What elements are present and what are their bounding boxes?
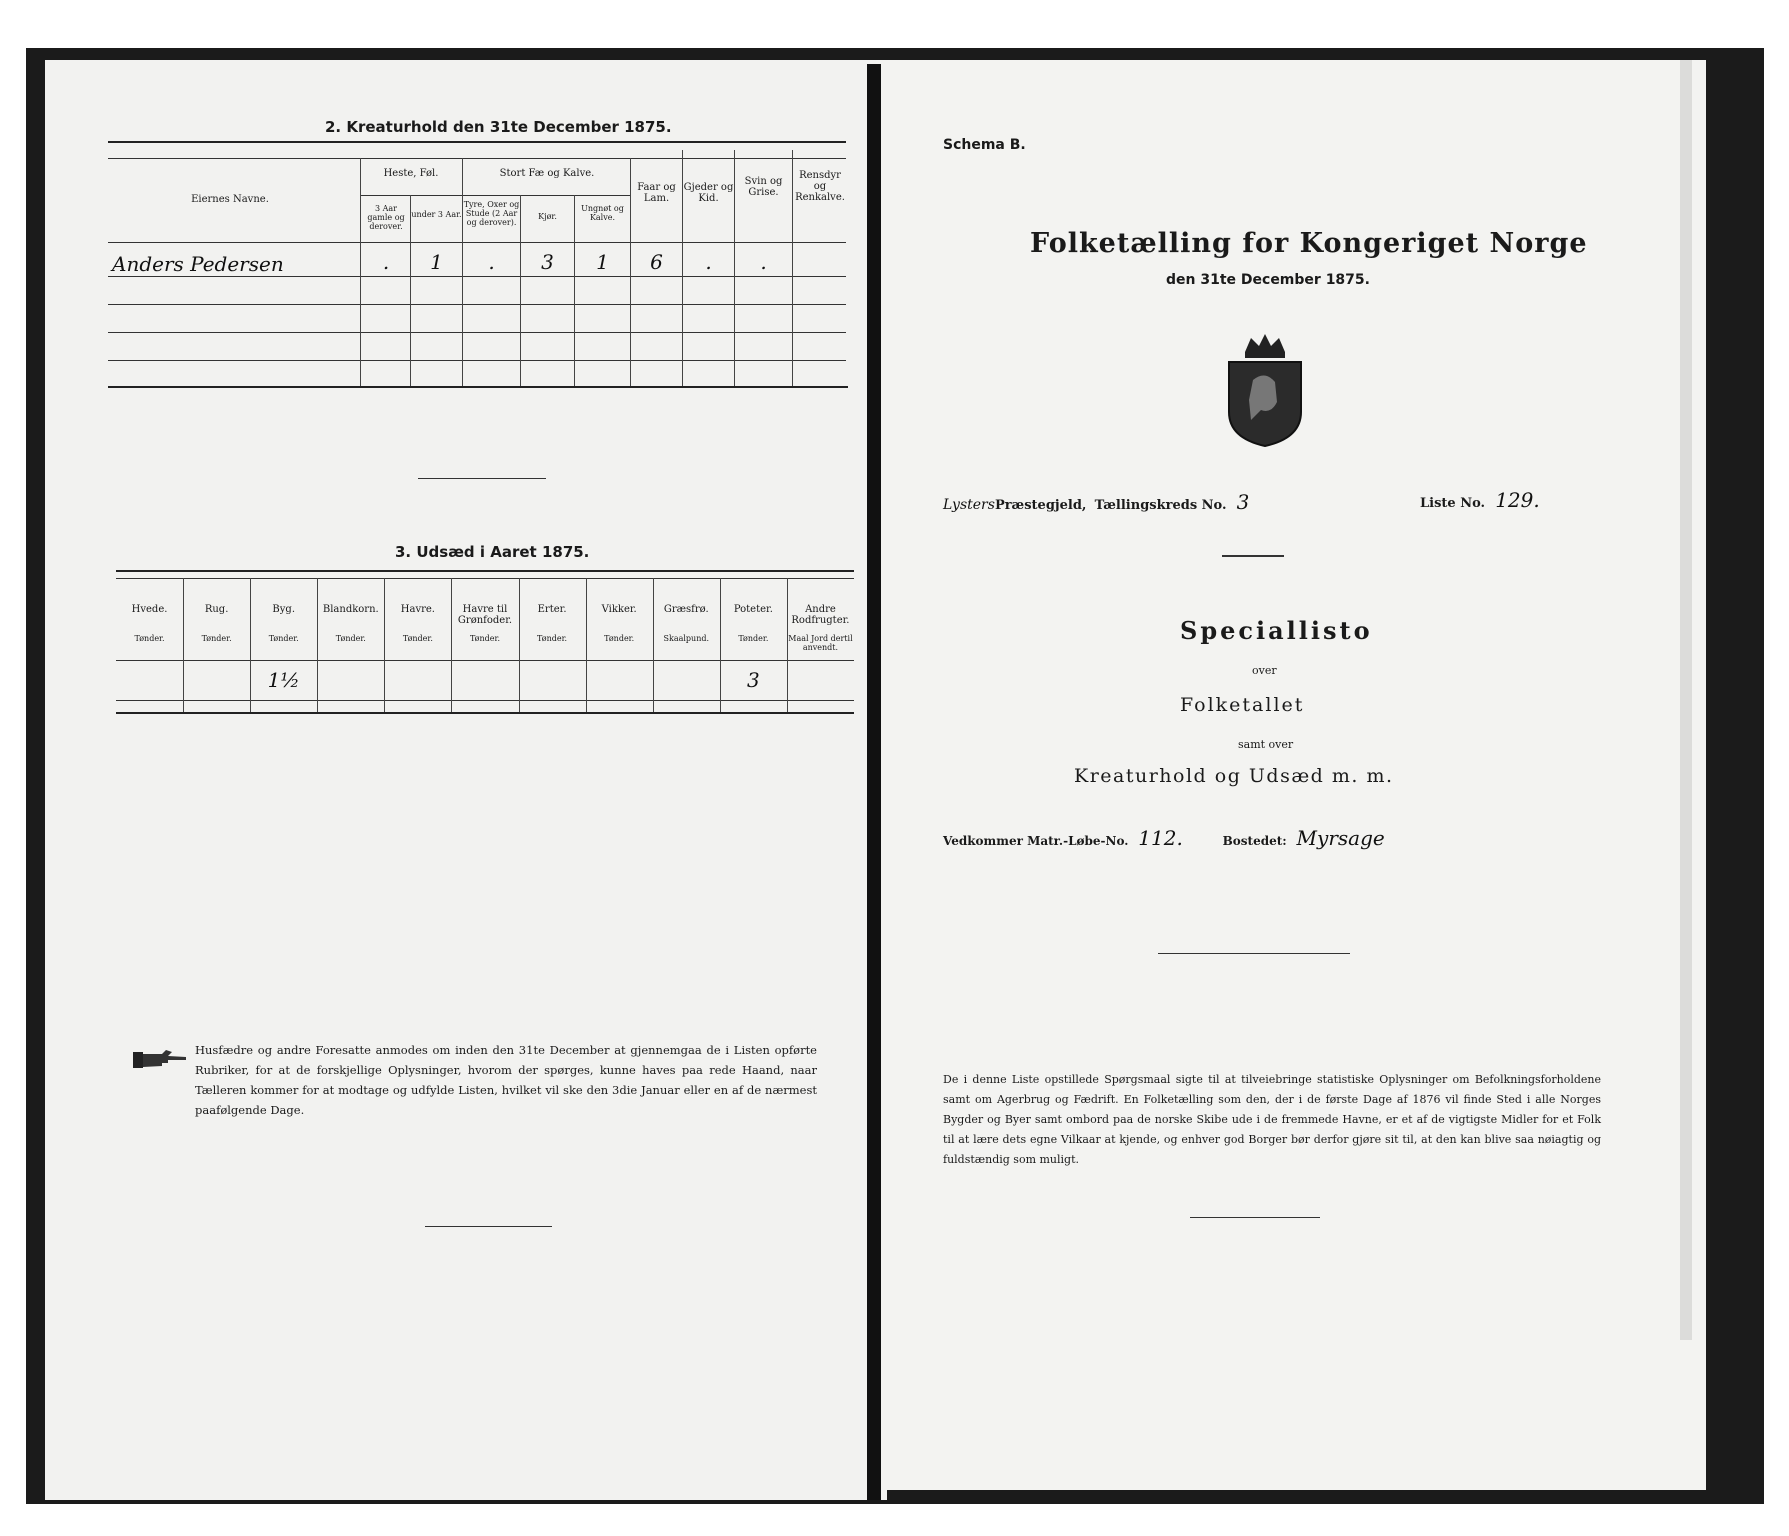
table-col-line	[410, 195, 411, 386]
table-rule	[108, 276, 846, 277]
header-stort-a: Tyre, Oxer og Stude (2 Aar og derover).	[463, 200, 520, 227]
table-col-line	[653, 578, 654, 712]
liste-value: 129.	[1495, 488, 1540, 512]
sowing-header: Byg.	[272, 604, 295, 615]
divider	[418, 478, 546, 479]
header-faar: Faar og Lam.	[637, 182, 676, 204]
sowing-unit: Maal Jord dertil anvendt.	[788, 634, 853, 652]
sowing-header: Andre Rodfrugter.	[791, 604, 850, 626]
kreds-label: Tællingskreds No.	[1094, 498, 1227, 513]
prestegjeld-row	[943, 490, 1249, 514]
liste-row	[1420, 488, 1540, 512]
table-col-line	[519, 578, 520, 712]
matr-value: 112.	[1138, 826, 1183, 850]
header-heste-a: 3 Aar gamle og derover.	[367, 204, 405, 231]
header-rensdyr: Rensdyr og Renkalve.	[795, 170, 845, 203]
header-stort-b: Kjør.	[538, 212, 557, 221]
sowing-header: Blandkorn.	[322, 604, 379, 615]
header-stort: Stort Fæ og Kalve.	[499, 168, 595, 179]
sowing-value: 3	[746, 668, 760, 692]
value-stort-a: .	[488, 250, 495, 274]
notice-text: Husfædre og andre Foresatte anmodes om inden den 31te December at gjennemgaa de i Listen opførte Rubriker, for at de forskjellige Oplysninger, hvorom der spørges, kunne haves paa rede Haand, naar Tælleren kommer for at modtage og udfylde Listen, hvilket vil ske den 3die Januar eller en af de nærmest paafølgende Dage.	[195, 1043, 817, 1117]
sowing-unit: Tønder.	[604, 634, 635, 643]
sowing-header: Erter.	[537, 604, 567, 615]
page-edge	[1680, 60, 1692, 1340]
table-rule	[116, 660, 854, 661]
table-col-line	[451, 578, 452, 712]
sowing-header: Græsfrø.	[663, 604, 709, 615]
kreds-value: 3	[1236, 490, 1250, 514]
sowing-unit: Skaalpund.	[663, 634, 710, 643]
sowing-header: Vikker.	[601, 604, 637, 615]
table-rule	[108, 304, 846, 305]
table-col-line	[574, 195, 575, 386]
table-rule	[116, 570, 854, 572]
prestegjeld-label: Præstegjeld,	[994, 498, 1087, 513]
sowing-header: Poteter.	[733, 604, 773, 615]
census-date: den 31te December 1875.	[1166, 272, 1370, 288]
sowing-unit: Tønder.	[738, 634, 769, 643]
sowing-header: Hvede.	[131, 604, 168, 615]
table-col-line	[384, 578, 385, 712]
header-gjeder: Gjeder og Kid.	[683, 182, 734, 204]
bosted-value: Myrsage	[1296, 826, 1385, 850]
sowing-header: Rug.	[204, 604, 229, 615]
value-stort-c: 1	[596, 250, 609, 274]
sowing-unit: Tønder.	[469, 634, 500, 643]
value-stort-b: 3	[541, 250, 554, 274]
value-heste-b: 1	[430, 250, 443, 274]
liste-label: Liste No.	[1420, 496, 1486, 511]
matr-label: Vedkommer Matr.-Løbe-No.	[943, 834, 1129, 848]
table-rule	[116, 578, 854, 579]
sowing-header: Havre til Grønfoder.	[457, 604, 513, 626]
sowing-value: 1½	[267, 668, 300, 692]
main-title: Folketælling for Kongeriget Norge	[1030, 228, 1588, 259]
table-rule	[108, 158, 846, 159]
table-col-line	[360, 158, 361, 386]
header-heste: Heste, Føl.	[383, 168, 439, 179]
divider	[1158, 953, 1350, 954]
header-heste-b: under 3 Aar.	[411, 210, 462, 219]
kreaturhold-text: Kreaturhold og Udsæd m. m.	[1074, 765, 1394, 787]
value-heste-a: .	[382, 250, 390, 274]
table-rule	[108, 360, 846, 361]
samt-over-text: samt over	[1238, 738, 1294, 751]
matr-row	[943, 826, 1385, 850]
table-rule	[108, 386, 848, 388]
sowing-unit: Tønder.	[402, 634, 433, 643]
divider	[1190, 1217, 1320, 1218]
prestegjeld-value: Lysters	[943, 497, 995, 513]
owner-name: Anders Pedersen	[112, 252, 284, 276]
header-svin: Svin og Grise.	[744, 176, 783, 198]
sowing-header: Havre.	[400, 604, 435, 615]
table-rule	[116, 700, 854, 701]
table-col-line	[317, 578, 318, 712]
bosted-label: Bostedet:	[1222, 834, 1287, 848]
over-text: over	[1252, 664, 1277, 677]
folketallet-text: Folketallet	[1180, 694, 1305, 716]
table-rule	[108, 141, 846, 143]
table-rule	[360, 195, 630, 196]
value-gjeder: .	[705, 250, 712, 274]
sowing-unit: Tønder.	[537, 634, 568, 643]
sowing-title: 3. Udsæd i Aaret 1875.	[395, 543, 590, 561]
table-rule	[116, 712, 854, 714]
table-col-line	[586, 578, 587, 712]
divider	[1222, 555, 1284, 557]
sowing-unit: Tønder.	[335, 634, 366, 643]
intro-paragraph: De i denne Liste opstillede Spørgsmaal sigte til at tilveiebringe statistiske Oplysninger om Befolkningsforholdene samt om Agerbrug og Fædrift. En Folketælling som den, der i de første Dage af 1876 vil finde Sted i alle Norges Bygder og Byer samt ombord paa de norske Skibe ude i de fremmede Havne, er et af de vigtigste Midler for et Folk til at lære dets egne Vilkaar at kjende, og enhver god Borger bør derfor gjøre sit til, at den kan blive saa nøiagtig og fuldstændig som muligt.	[943, 1073, 1601, 1166]
schema-label: Schema B.	[943, 137, 1026, 153]
table-col-line	[520, 195, 521, 386]
pointing-hand-icon	[132, 1048, 188, 1070]
table-col-line	[183, 578, 184, 712]
value-faar: 6	[650, 250, 663, 274]
divider	[425, 1226, 552, 1227]
coat-of-arms-icon	[1215, 330, 1315, 450]
book-spine	[867, 64, 881, 1500]
value-svin: .	[760, 250, 767, 274]
header-owner: Eiernes Navne.	[191, 194, 269, 205]
special-title: Speciallisto	[1180, 616, 1373, 645]
livestock-title: 2. Kreaturhold den 31te December 1875.	[325, 118, 672, 136]
header-stort-c: Ungnøt og Kalve.	[581, 204, 624, 222]
table-rule	[108, 242, 846, 243]
sowing-unit: Tønder.	[134, 634, 165, 643]
table-rule	[108, 332, 846, 333]
sowing-unit: Tønder.	[201, 634, 232, 643]
sowing-unit: Tønder.	[268, 634, 299, 643]
